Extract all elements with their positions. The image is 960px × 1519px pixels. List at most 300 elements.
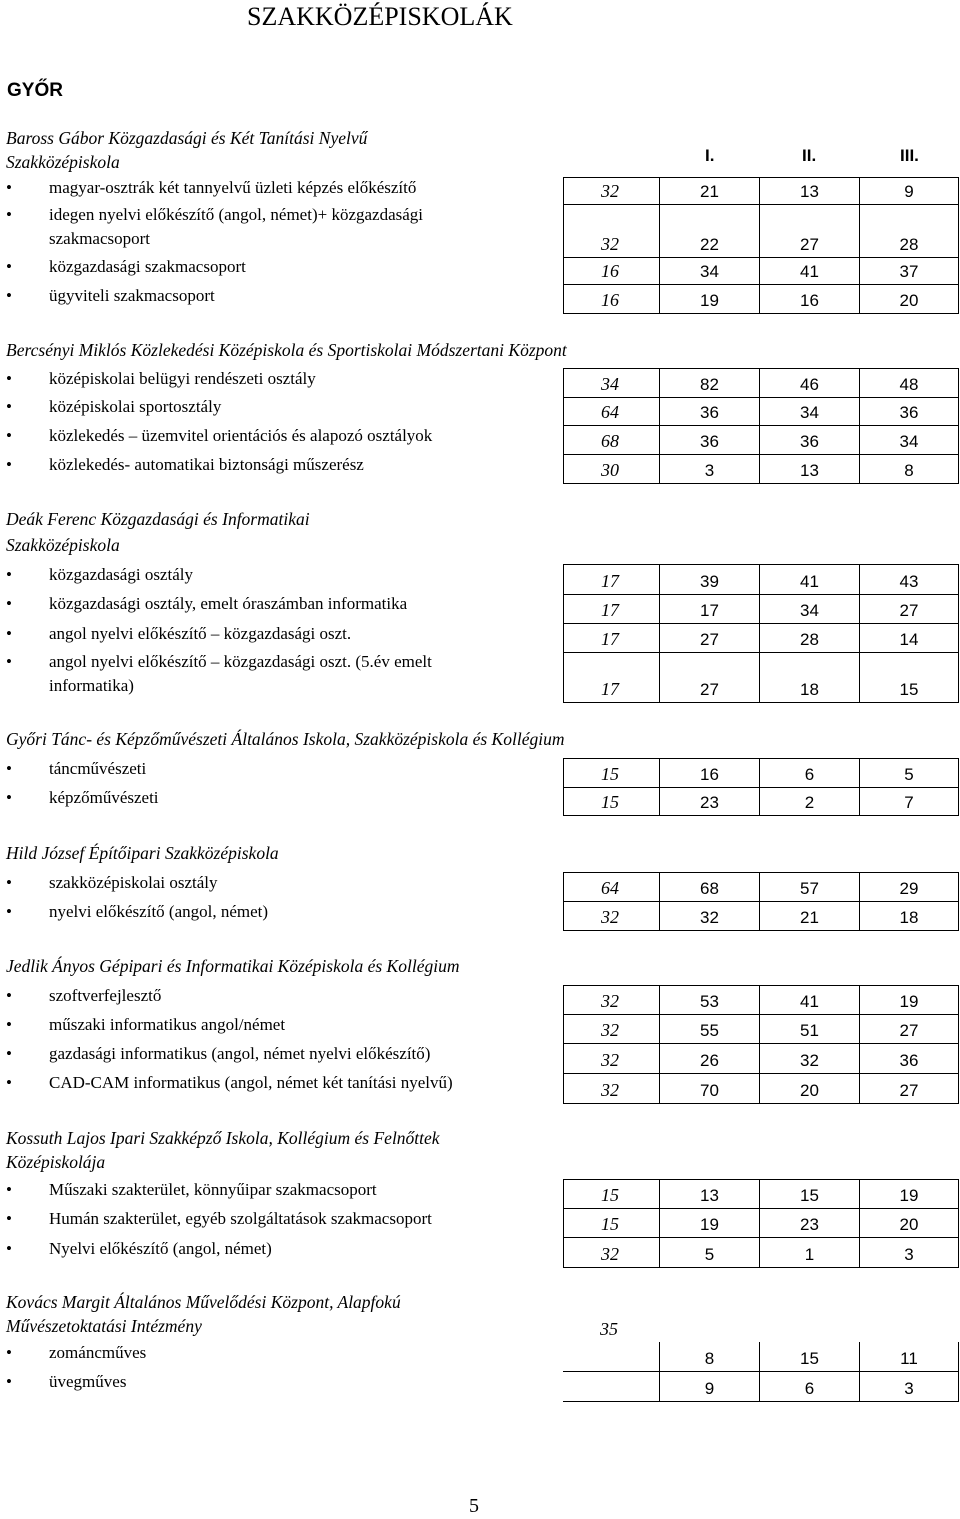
value-cell-col-1: [659, 397, 759, 425]
value-text: 41: [800, 992, 819, 1011]
value-cell-capacity: [563, 652, 659, 702]
column-header-1: I.: [705, 146, 715, 165]
value-text: 21: [800, 908, 819, 927]
school-name-line: Kovács Margit Általános Művelődési Központ, Alapfokú: [6, 1292, 401, 1312]
value-cell-col-1: [659, 986, 759, 1014]
value-text: 19: [899, 1186, 919, 1205]
program-values-row: [563, 901, 959, 931]
value-text: 29: [899, 879, 919, 898]
program-values-row: [563, 454, 959, 484]
value-text: 30: [601, 460, 619, 480]
program-item: [6, 592, 566, 616]
value-cell-col-1: [659, 425, 759, 454]
value-text: 3: [904, 1245, 914, 1264]
value-text: 36: [899, 403, 919, 422]
program-item: [6, 1237, 566, 1261]
program-item: [6, 176, 566, 200]
value-text: 28: [800, 630, 819, 649]
value-cell-col-3: [859, 759, 959, 787]
program-item: [6, 203, 566, 251]
bullet-icon: •: [6, 788, 12, 807]
value-cell-capacity: [563, 787, 659, 815]
bullet-icon: •: [6, 1209, 12, 1228]
program-values-row: [563, 1043, 959, 1074]
value-cell-col-3: [859, 565, 959, 594]
value-cell-col-3: [859, 787, 959, 815]
program-values-row: [563, 177, 959, 205]
program-values-row: [563, 1371, 959, 1402]
bullet-icon: •: [6, 1343, 12, 1362]
value-cell-col-2: [759, 787, 859, 815]
program-values-row: [563, 623, 959, 653]
value-cell-col-1: [659, 178, 759, 204]
program-values-row: [563, 872, 959, 902]
value-text: 7: [904, 793, 914, 812]
value-cell-col-1: [659, 284, 759, 313]
bullet-icon: •: [6, 455, 12, 474]
value-cell-col-3: [859, 986, 959, 1014]
value-text: 32: [601, 1050, 619, 1070]
value-cell-col-2: [759, 257, 859, 284]
program-values-row: [563, 1208, 959, 1238]
school-name-line: Jedlik Ányos Gépipari és Informatikai Középiskola és Kollégium: [6, 956, 460, 976]
value-text: 13: [700, 1186, 719, 1205]
value-cell-col-3: [859, 1208, 959, 1237]
value-text: 27: [899, 1081, 919, 1100]
bullet-icon: •: [6, 178, 12, 197]
value-cell-col-2: [759, 1371, 859, 1401]
column-header-3: III.: [900, 146, 919, 165]
bullet-icon: •: [6, 873, 12, 892]
school-name-line: Hild József Építőipari Szakközépiskola: [6, 843, 279, 863]
value-text: 32: [601, 1020, 619, 1040]
value-cell-col-2: [759, 369, 859, 397]
program-label: idegen nyelvi előkészítő (angol, német)+ közgazdasági: [49, 205, 424, 224]
value-text: 27: [899, 1021, 919, 1040]
program-values-row: [563, 1014, 959, 1044]
value-cell-capacity: [563, 1371, 659, 1401]
value-text: 36: [800, 432, 819, 451]
value-text: 15: [601, 792, 619, 812]
value-text: 46: [800, 375, 819, 394]
program-item: [6, 1178, 566, 1202]
value-cell-capacity: [563, 204, 659, 257]
value-cell-capacity: [563, 759, 659, 787]
value-cell-col-2: [759, 1043, 859, 1073]
value-text: 32: [601, 1080, 619, 1100]
value-text: 20: [899, 291, 919, 310]
value-cell-capacity: [563, 901, 659, 930]
value-cell-col-1: [659, 623, 759, 652]
value-text: 43: [899, 572, 919, 591]
program-label: középiskolai sportosztály: [49, 397, 222, 416]
program-item: [6, 757, 566, 781]
program-values-row: [563, 1342, 959, 1372]
program-values-row: [563, 368, 959, 398]
bullet-icon: •: [6, 1372, 12, 1391]
program-values-row: [563, 257, 959, 285]
value-cell-col-3: [859, 284, 959, 313]
program-label: Humán szakterület, egyéb szolgáltatások szakmacsoport: [49, 1209, 432, 1228]
value-cell-capacity: [563, 284, 659, 313]
value-text: 17: [601, 629, 619, 649]
program-item: [6, 1071, 566, 1095]
value-cell-capacity: [563, 178, 659, 204]
value-text: 2: [804, 793, 815, 812]
value-cell-capacity: [563, 623, 659, 652]
value-cell-col-3: [859, 178, 959, 204]
value-text: 8: [704, 1349, 715, 1368]
value-text: 17: [700, 601, 719, 620]
value-text: 34: [800, 601, 819, 620]
value-cell-capacity: [563, 1342, 659, 1371]
value-cell-capacity: [563, 1208, 659, 1237]
value-text: 8: [904, 461, 914, 480]
value-text: 36: [899, 1051, 919, 1070]
value-cell-col-1: [659, 565, 759, 594]
program-item: [6, 1341, 566, 1365]
value-cell-col-2: [759, 901, 859, 930]
value-cell-col-2: [759, 204, 859, 257]
value-text: 9: [904, 182, 914, 201]
value-cell-capacity: [563, 369, 659, 397]
value-text: 27: [800, 235, 819, 254]
value-cell-capacity: [563, 425, 659, 454]
value-cell-col-1: [659, 369, 759, 397]
program-label: középiskolai belügyi rendészeti osztály: [49, 369, 316, 388]
value-cell-col-2: [759, 1180, 859, 1208]
value-text: 34: [700, 262, 719, 281]
program-values-row: [563, 1237, 959, 1268]
value-cell-col-2: [759, 565, 859, 594]
value-cell-col-2: [759, 425, 859, 454]
city-heading: GYŐR: [7, 80, 63, 101]
program-item: [6, 1013, 566, 1037]
value-cell-col-2: [759, 1342, 859, 1371]
value-cell-col-3: [859, 1237, 959, 1267]
value-text: 18: [899, 908, 919, 927]
value-cell-col-3: [859, 873, 959, 901]
program-label: informatika): [49, 676, 134, 695]
value-text: 70: [700, 1081, 719, 1100]
value-text: 37: [899, 262, 919, 281]
school-name-line: Győri Tánc- és Képzőművészeti Általános Iskola, Szakközépiskola és Kollégium: [6, 729, 565, 749]
program-label: közgazdasági osztály, emelt óraszámban informatika: [49, 594, 408, 613]
value-text: 41: [800, 572, 819, 591]
program-values-row: [563, 787, 959, 816]
value-cell-col-2: [759, 1014, 859, 1043]
value-cell-capacity: [563, 594, 659, 623]
value-cell-col-1: [659, 1371, 759, 1401]
value-text: 32: [601, 1244, 619, 1264]
value-cell-capacity: [563, 454, 659, 483]
program-values-row: [563, 564, 959, 595]
value-text: 34: [800, 403, 819, 422]
value-text: 53: [700, 992, 719, 1011]
value-cell-col-3: [859, 369, 959, 397]
value-cell-col-2: [759, 178, 859, 204]
value-cell-col-3: [859, 1043, 959, 1073]
value-cell-col-1: [659, 1237, 759, 1267]
school-value-cell: [563, 1318, 659, 1342]
school-name-line: Szakközépiskola: [6, 535, 120, 555]
bullet-icon: •: [6, 902, 12, 921]
value-text: 39: [700, 572, 719, 591]
program-label: gazdasági informatikus (angol, német nyelvi előkészítő): [49, 1044, 431, 1063]
bullet-icon: •: [6, 594, 12, 613]
value-cell-col-1: [659, 594, 759, 623]
value-text: 21: [700, 182, 719, 201]
value-cell-col-2: [759, 1208, 859, 1237]
program-label: üvegműves: [49, 1372, 127, 1391]
value-cell-capacity: [563, 1073, 659, 1103]
value-cell-col-3: [859, 1371, 959, 1401]
value-cell-capacity: [563, 1014, 659, 1043]
value-text: 13: [800, 182, 819, 201]
value-cell-col-3: [859, 652, 959, 702]
value-text: 32: [800, 1051, 819, 1070]
value-cell-capacity: [563, 1043, 659, 1073]
program-values-row: [563, 985, 959, 1015]
value-text: 26: [700, 1051, 719, 1070]
bullet-icon: •: [6, 652, 12, 671]
value-cell-col-1: [659, 873, 759, 901]
value-text: 36: [700, 403, 719, 422]
program-item: [6, 367, 566, 391]
value-text: 34: [601, 374, 619, 394]
program-label: közlekedés- automatikai biztonsági műszerész: [49, 455, 364, 474]
value-cell-capacity: [563, 257, 659, 284]
value-cell-col-1: [659, 257, 759, 284]
bullet-icon: •: [6, 624, 12, 643]
value-text: 3: [704, 461, 715, 480]
school-name-line: Középiskolája: [6, 1152, 106, 1172]
value-text: 6: [804, 765, 815, 784]
program-item: [6, 1042, 566, 1066]
program-item: [6, 424, 566, 448]
value-cell-col-1: [659, 1342, 759, 1371]
value-cell-col-2: [759, 986, 859, 1014]
value-text: 15: [601, 1214, 619, 1234]
value-cell-col-2: [759, 623, 859, 652]
school-name-line: Bercsényi Miklós Közlekedési Középiskola és Sportiskolai Módszertani Központ: [6, 340, 567, 360]
program-label: szakmacsoport: [49, 229, 151, 248]
value-cell-col-1: [659, 1208, 759, 1237]
program-values-row: [563, 758, 959, 788]
program-label: közgazdasági szakmacsoport: [49, 257, 246, 276]
bullet-icon: •: [6, 426, 12, 445]
value-text: 32: [601, 181, 619, 201]
program-label: Műszaki szakterület, könnyűipar szakmacsoport: [49, 1180, 377, 1199]
program-label: CAD-CAM informatikus (angol, német két tanítási nyelvű): [49, 1073, 453, 1092]
value-cell-col-2: [759, 284, 859, 313]
value-cell-col-1: [659, 1014, 759, 1043]
value-cell-col-1: [659, 901, 759, 930]
program-label: képzőművészeti: [49, 788, 159, 807]
program-label: ügyviteli szakmacsoport: [49, 286, 215, 305]
value-cell-col-2: [759, 1073, 859, 1103]
bullet-icon: •: [6, 1015, 12, 1034]
value-text: 23: [700, 793, 719, 812]
program-item: [6, 984, 566, 1008]
value-text: 27: [700, 630, 719, 649]
value-cell-col-2: [759, 454, 859, 483]
value-text: 48: [899, 375, 919, 394]
value-cell-capacity: [563, 1237, 659, 1267]
value-cell-col-3: [859, 623, 959, 652]
value-cell-col-1: [659, 1073, 759, 1103]
value-text: 41: [800, 262, 819, 281]
program-label: szakközépiskolai osztály: [49, 873, 218, 892]
program-label: közgazdasági osztály: [49, 565, 193, 584]
value-text: 13: [800, 461, 819, 480]
value-text: 36: [700, 432, 719, 451]
program-item: [6, 786, 566, 810]
value-text: 27: [700, 680, 719, 699]
bullet-icon: •: [6, 397, 12, 416]
value-cell-capacity: [563, 986, 659, 1014]
bullet-icon: •: [6, 1073, 12, 1092]
program-item: [6, 563, 566, 587]
school-name-line: Baross Gábor Közgazdasági és Két Tanítási Nyelvű: [6, 128, 368, 148]
value-text: 15: [800, 1186, 819, 1205]
value-cell-col-3: [859, 1180, 959, 1208]
value-cell-col-1: [659, 454, 759, 483]
value-text: 3: [904, 1379, 914, 1398]
value-text: 23: [800, 1215, 819, 1234]
column-header-2: II.: [802, 146, 817, 165]
value-text: 51: [800, 1021, 819, 1040]
value-text: 16: [700, 765, 719, 784]
value-text: 34: [899, 432, 919, 451]
program-values-row: [563, 425, 959, 455]
value-cell-col-2: [759, 873, 859, 901]
value-cell-col-3: [859, 454, 959, 483]
value-cell-capacity: [563, 397, 659, 425]
value-text: 18: [800, 680, 819, 699]
value-text: 82: [700, 375, 719, 394]
value-text: 64: [601, 402, 619, 422]
value-text: 57: [800, 879, 819, 898]
value-text: 22: [700, 235, 719, 254]
value-text: 55: [700, 1021, 719, 1040]
program-item: [6, 622, 566, 646]
program-label: közlekedés – üzemvitel orientációs és alapozó osztályok: [49, 426, 433, 445]
program-item: [6, 284, 566, 308]
value-text: 16: [601, 290, 619, 310]
school-name-line: Szakközépiskola: [6, 152, 120, 172]
program-item: [6, 255, 566, 279]
program-item: [6, 650, 566, 698]
program-label: szoftverfejlesztő: [49, 986, 162, 1005]
program-label: Nyelvi előkészítő (angol, német): [49, 1239, 272, 1258]
program-item: [6, 1370, 566, 1394]
value-cell-col-2: [759, 594, 859, 623]
value-cell-col-2: [759, 1237, 859, 1267]
value-text: 68: [700, 879, 719, 898]
value-text: 15: [601, 764, 619, 784]
program-label: nyelvi előkészítő (angol, német): [49, 902, 269, 921]
program-label: angol nyelvi előkészítő – közgazdasági oszt.: [49, 624, 352, 643]
value-text: 16: [800, 291, 819, 310]
value-text: 32: [601, 907, 619, 927]
value-text: 11: [900, 1349, 918, 1368]
program-item: [6, 900, 566, 924]
value-text: 17: [601, 600, 619, 620]
value-text: 5: [704, 1245, 715, 1264]
school-name-line: Kossuth Lajos Ipari Szakképző Iskola, Kollégium és Felnőttek: [6, 1128, 440, 1148]
value-cell-col-1: [659, 652, 759, 702]
value-text: 68: [601, 431, 619, 451]
value-cell-col-1: [659, 204, 759, 257]
bullet-icon: •: [6, 759, 12, 778]
value-cell-col-3: [859, 425, 959, 454]
bullet-icon: •: [6, 1044, 12, 1063]
value-cell-col-3: [859, 1342, 959, 1371]
value-text: 32: [601, 991, 619, 1011]
program-values-row: [563, 1073, 959, 1104]
value-text: 20: [899, 1215, 919, 1234]
school-name-line: Deák Ferenc Közgazdasági és Informatikai: [6, 509, 310, 529]
bullet-icon: •: [6, 986, 12, 1005]
value-text: 19: [899, 992, 919, 1011]
value-text: 32: [601, 234, 619, 254]
value-text: 64: [601, 878, 619, 898]
value-text: 1: [804, 1245, 815, 1264]
value-text: 27: [899, 601, 919, 620]
value-cell-capacity: [563, 873, 659, 901]
program-label: angol nyelvi előkészítő – közgazdasági oszt. (5.év emelt: [49, 652, 432, 671]
bullet-icon: •: [6, 1180, 12, 1199]
program-label: táncművészeti: [49, 759, 147, 778]
value-cell-col-2: [759, 652, 859, 702]
school-name-line: Művészetoktatási Intézmény: [6, 1316, 202, 1336]
value-cell-col-3: [859, 204, 959, 257]
program-label: műszaki informatikus angol/német: [49, 1015, 286, 1034]
value-text: 32: [700, 908, 719, 927]
bullet-icon: •: [6, 205, 12, 224]
page-number: 5: [469, 1495, 479, 1517]
value-text: 15: [601, 1185, 619, 1205]
value-cell-col-1: [659, 1043, 759, 1073]
page-title: SZAKKÖZÉPISKOLÁK: [247, 2, 513, 31]
value-text: 15: [800, 1349, 819, 1368]
value-text: 14: [899, 630, 919, 649]
school-value-row: [563, 1318, 959, 1342]
value-text: 5: [904, 765, 914, 784]
bullet-icon: •: [6, 1239, 12, 1258]
value-cell-col-2: [759, 397, 859, 425]
value-text: 9: [704, 1379, 715, 1398]
value-text: 6: [804, 1379, 815, 1398]
program-item: [6, 453, 566, 477]
bullet-icon: •: [6, 369, 12, 388]
value-cell-col-3: [859, 397, 959, 425]
value-cell-col-3: [859, 901, 959, 930]
program-values-row: [563, 594, 959, 624]
value-cell-col-3: [859, 257, 959, 284]
value-cell-col-2: [759, 759, 859, 787]
value-text: 16: [601, 261, 619, 281]
school-value: 35: [600, 1319, 618, 1339]
value-text: 19: [700, 291, 719, 310]
value-text: 19: [700, 1215, 719, 1234]
value-text: 28: [899, 235, 919, 254]
value-text: 17: [601, 679, 619, 699]
value-cell-col-1: [659, 759, 759, 787]
value-cell-capacity: [563, 1180, 659, 1208]
bullet-icon: •: [6, 565, 12, 584]
